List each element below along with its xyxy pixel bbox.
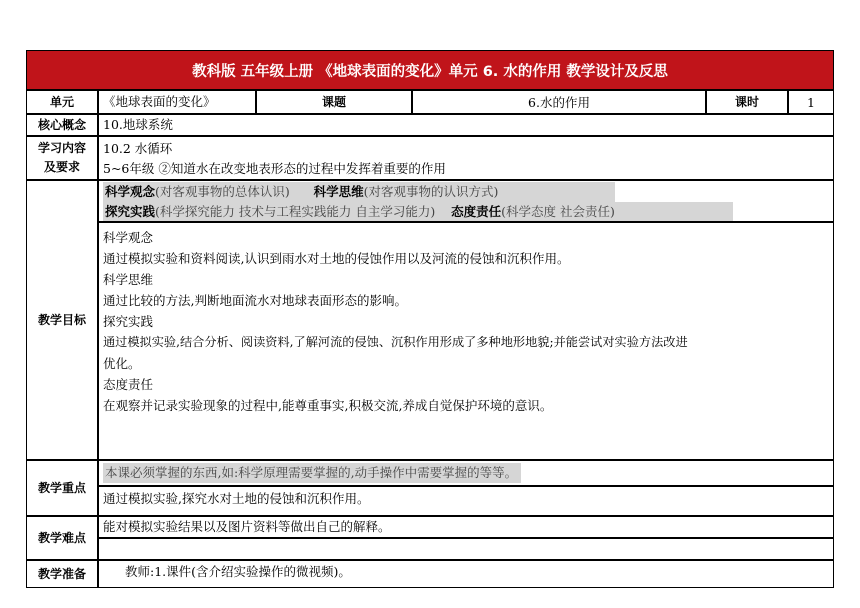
- tag-scientific-concept-note: (对客观事物的总体认识): [155, 184, 290, 199]
- difficulty-empty-row: [98, 538, 834, 560]
- goal-line: 态度责任: [103, 377, 154, 392]
- period-value: 1: [788, 90, 834, 114]
- tag-attitude-responsibility: 态度责任: [451, 204, 502, 219]
- learning-content-label: [26, 136, 98, 180]
- key-points-hint-cell: [98, 460, 834, 486]
- learning-label-line-1: 学习内容: [37, 141, 86, 155]
- goal-line: 通过模拟实验和资料阅读,认识到雨水对土地的侵蚀作用以及河流的侵蚀和沉积作用。: [103, 251, 570, 266]
- goals-tag-row-1: [103, 182, 615, 202]
- key-points-value: 通过模拟实验,探究水对土地的侵蚀和沉积作用。: [98, 486, 834, 516]
- goals-details: [98, 222, 834, 460]
- tag-scientific-thinking-note: (对客观事物的认识方式): [363, 184, 499, 199]
- unit-value: 《地球表面的变化》: [98, 90, 256, 114]
- goals-tag-row-2: [103, 202, 733, 222]
- learning-line-2: 5~6年级 ②知道水在改变地表形态的过程中发挥着重要的作用: [103, 161, 446, 176]
- tag-scientific-thinking: 科学思维: [313, 184, 364, 199]
- lesson-plan-table: [26, 50, 834, 581]
- goal-line: 通过模拟实验,结合分析、阅读资料,了解河流的侵蚀、沉积作用形成了多种地形地貌;并能尝试对实验方法改进: [103, 335, 688, 349]
- preparation-label: 教学准备: [26, 560, 98, 588]
- preparation-value: 教师:1.课件(含介绍实验操作的微视频)。: [98, 560, 834, 588]
- difficulty-label: 教学难点: [26, 516, 98, 560]
- learning-label-line-2: 及要求: [43, 160, 80, 174]
- goal-line: 科学观念: [103, 230, 154, 245]
- core-concept-label: 核心概念: [26, 114, 98, 136]
- tag-attitude-responsibility-note: (科学态度 社会责任): [501, 204, 615, 219]
- document-title: 教科版 五年级上册 《地球表面的变化》单元 6. 水的作用 教学设计及反思: [26, 50, 834, 90]
- period-label: 课时: [706, 90, 788, 114]
- topic-value: 6.水的作用: [412, 90, 706, 114]
- goal-line: 通过比较的方法,判断地面流水对地球表面形态的影响。: [103, 293, 407, 308]
- core-concept-value: 10.地球系统: [98, 114, 834, 136]
- key-points-label: 教学重点: [26, 460, 98, 516]
- goal-line: 科学思维: [103, 272, 154, 287]
- goals-tags: [98, 180, 834, 222]
- difficulty-value: 能对模拟实验结果以及图片资料等做出自己的解释。: [98, 516, 834, 538]
- goal-line: 在观察并记录实验现象的过程中,能尊重事实,积极交流,养成自觉保护环境的意识。: [103, 398, 553, 413]
- tag-scientific-concept: 科学观念: [105, 184, 156, 199]
- unit-label: 单元: [26, 90, 98, 114]
- learning-content-value: [98, 136, 834, 180]
- learning-line-1: 10.2 水循环: [103, 141, 173, 156]
- tag-inquiry-practice: 探究实践: [105, 204, 156, 219]
- goal-line: 探究实践: [103, 314, 154, 329]
- teaching-goals-label: 教学目标: [26, 180, 98, 460]
- topic-label: 课题: [256, 90, 412, 114]
- goal-line: 优化。: [103, 356, 141, 371]
- tag-inquiry-practice-note: (科学探究能力 技术与工程实践能力 自主学习能力): [155, 204, 436, 219]
- key-points-hint: 本课必须掌握的东西,如:科学原理需要掌握的,动手操作中需要掌握的等等。: [103, 463, 521, 483]
